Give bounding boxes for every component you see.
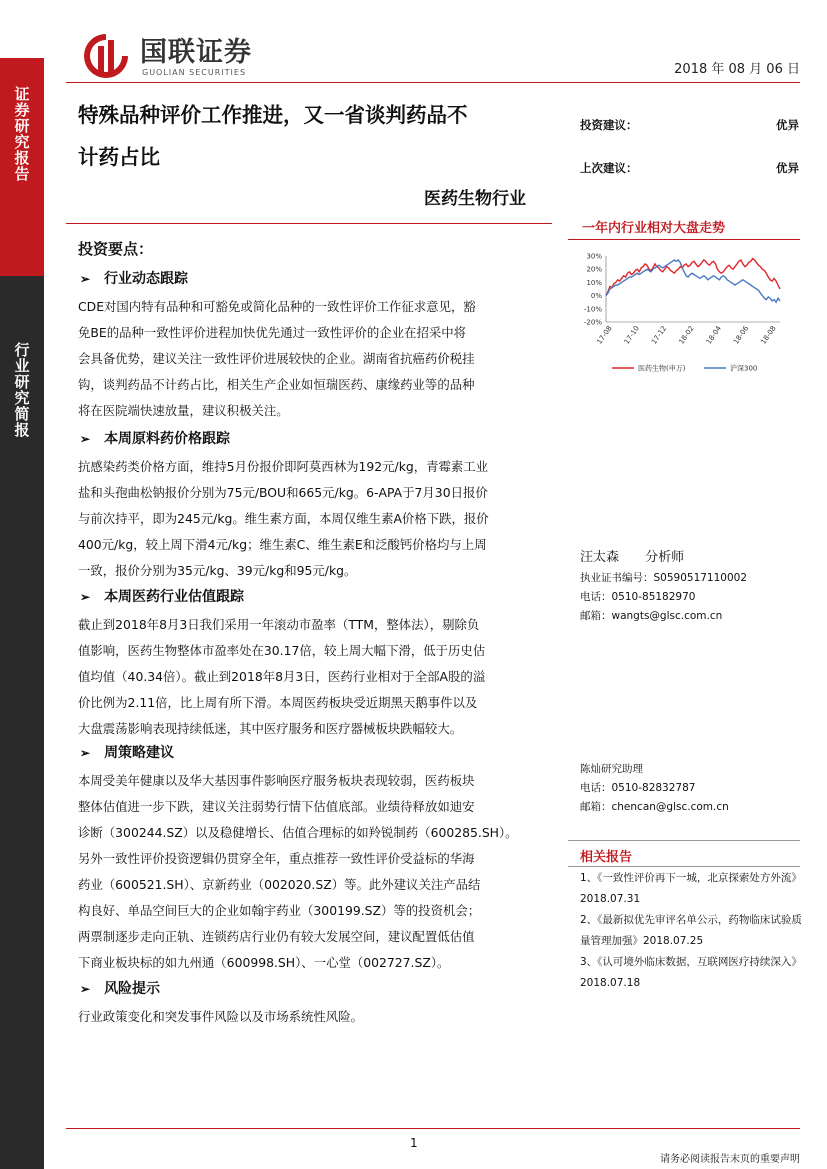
- section-heading-text: 周策略建议: [104, 745, 175, 761]
- related-item[interactable]: 1、《一致性评价再下一城，北京探索处方外流》: [580, 872, 802, 884]
- paragraph-line: 另外一致性评价投资逻辑仍贯穿全年，重点推荐一致性评价受益标的华海: [78, 851, 475, 866]
- rating-prev-label: 上次建议：: [580, 161, 638, 175]
- related-heading: 相关报告: [580, 850, 633, 865]
- related-heading-rule: [568, 866, 800, 867]
- section-heading-text: 本周原料药价格跟踪: [104, 431, 231, 447]
- paragraph-line: 抗感染药类价格方面，维持5月份报价即阿莫西林为192元/kg，青霉素工业: [78, 459, 489, 474]
- performance-chart: [572, 248, 802, 378]
- paragraph-line: 价比例为2.11倍，比上周有所下滑。本周医药板块受近期黑天鹅事件以及: [78, 695, 478, 710]
- x-tick-label: 17-10: [622, 324, 641, 346]
- paragraph-line: 一致，报价分别为35元/kg、39元/kg和95元/kg。: [78, 563, 357, 578]
- analyst-cert-label: 执业证书编号：: [580, 572, 654, 584]
- section-heading-text: 本周医药行业估值跟踪: [104, 589, 245, 605]
- paragraph-line: 会具备优势，建议关注一致性评价进展较快的企业。湖南省抗癌药价税挂: [78, 351, 475, 366]
- report-date: 2018 年 08 月 06 日: [674, 62, 800, 77]
- related-item-cont: 量管理加强》2018.07.25: [580, 935, 704, 947]
- section-heading: [80, 268, 550, 294]
- bullet-arrow-icon: ➢: [80, 982, 91, 996]
- related-item[interactable]: 2、《最新拟优先审评名单公示，药物临床试验质: [580, 914, 802, 926]
- rating-current-value: 优异: [776, 118, 799, 132]
- section-heading: [80, 586, 550, 612]
- chart-title-rule: [568, 239, 800, 240]
- x-tick-label: 17-08: [595, 324, 614, 346]
- y-tick-label: -10%: [583, 305, 602, 314]
- page-number: 1: [410, 1136, 418, 1150]
- section-s3: [78, 586, 550, 742]
- side-tab-report-type: [0, 58, 44, 276]
- rating-prev-value: 优异: [776, 161, 799, 175]
- paragraph-line: 免BE的品种一致性评价进程加快优先通过一致性评价的企业在招采中将: [78, 325, 467, 340]
- side-tab-report-category: [0, 276, 44, 1169]
- assistant-phone: 0510-82832787: [611, 782, 696, 794]
- header-rule: [66, 82, 800, 83]
- paragraph-line: 整体估值进一步下跌，建议关注弱势行情下估值底部。业绩待释放如迪安: [78, 799, 475, 814]
- paragraph-line: 大盘震荡影响表现持续低迷，其中医疗服务和医疗器械板块跌幅较大。: [78, 721, 463, 736]
- x-tick-label: 17-12: [650, 324, 669, 346]
- bullet-arrow-icon: ➢: [80, 432, 91, 446]
- y-tick-label: 30%: [586, 252, 602, 261]
- paragraph-line: 与前次持平，即为245元/kg。维生素方面，本周仅维生素A价格下跌，报价: [78, 511, 489, 526]
- assistant-email-label: 邮箱：: [580, 801, 612, 813]
- related-list: [580, 868, 805, 994]
- paragraph-line: 诊断（300244.SZ）以及稳健增长、估值合理标的如羚锐制药（600285.SH）。: [78, 825, 518, 840]
- x-tick-label: 18-02: [677, 324, 696, 346]
- analyst-name: 汪太森: [580, 550, 620, 565]
- analyst-cert: S0590517110002: [653, 572, 748, 584]
- section-heading: [80, 742, 550, 768]
- paragraph-line: 钩，谈判药品不计药占比，相关生产企业如恒瑞医药、康缘药业等的品种: [78, 377, 475, 392]
- section-heading-text: 风险提示: [104, 981, 161, 997]
- series-line: [606, 260, 780, 302]
- paragraph-line: 构良好、单品空间巨大的企业如翰宇药业（300199.SZ）等的投资机会；: [78, 903, 481, 918]
- related-item-date: 2018.07.31: [580, 893, 641, 905]
- assistant-title: 陈灿研究助理: [580, 763, 643, 775]
- analyst-role: 分析师: [645, 550, 685, 565]
- paragraph-line: 本周受美年健康以及华大基因事件影响医疗服务板块表现较弱，医药板块: [78, 773, 475, 788]
- paragraph-line: 两票制逐步走向正轨、连锁药店行业仍有较大发展空间，建议配置低估值: [78, 929, 475, 944]
- paragraph-line: 下商业板块标的如九州通（600998.SH）、一心堂（002727.SZ）。: [78, 955, 450, 970]
- legend-label: 医药生物(申万): [638, 364, 686, 373]
- section-heading-text: 行业动态跟踪: [104, 271, 189, 287]
- paragraph-line: 值均值（40.34倍）。截止到2018年8月3日，医药行业相对于全部A股的溢: [78, 669, 486, 684]
- paragraph-line: 盐和头孢曲松钠报价分别为75元/BOU和665元/kg。6-APA于7月30日报价: [78, 485, 488, 500]
- report-title-line-2: 计药占比: [78, 145, 160, 169]
- y-tick-label: 20%: [586, 265, 602, 274]
- y-tick-label: -20%: [583, 318, 602, 327]
- paragraph-line: 值影响，医药生物整体市盈率处在30.17倍，较上周大幅下滑，低于历史估: [78, 643, 486, 658]
- bullet-arrow-icon: ➢: [80, 272, 91, 286]
- related-item-date: 2018.07.18: [580, 977, 641, 989]
- assistant-info: [580, 760, 800, 817]
- related-top-rule: [568, 840, 800, 841]
- analyst-email-label: 邮箱：: [580, 610, 612, 622]
- section-s4: [78, 742, 550, 976]
- paragraph-line: 行业政策变化和突发事件风险以及市场系统性风险。: [78, 1009, 363, 1024]
- side-tab-report-category-label: 行业研究简报: [12, 342, 31, 438]
- report-title-line-1: 特殊品种评价工作推进，又一省谈判药品不: [78, 103, 468, 127]
- chart-title: 一年内行业相对大盘走势: [582, 221, 726, 236]
- paragraph-line: 药业（600521.SH）、京新药业（002020.SZ）等。此外建议关注产品结: [78, 877, 481, 892]
- title-rule: [66, 223, 552, 224]
- section-heading: [80, 978, 550, 1004]
- assistant-email[interactable]: chencan@glsc.com.cn: [611, 801, 729, 813]
- company-logo: [82, 30, 312, 82]
- section-heading: [80, 428, 550, 454]
- company-name-cn: 国联证券: [140, 37, 252, 68]
- analyst-email[interactable]: wangts@glsc.com.cn: [611, 610, 723, 622]
- x-tick-label: 18-04: [704, 324, 723, 346]
- section-s5: [78, 978, 550, 1030]
- y-tick-label: 0%: [590, 292, 602, 301]
- report-title: [78, 94, 558, 178]
- analyst-phone-label: 电话：: [580, 591, 612, 603]
- rating-current-label: 投资建议：: [580, 118, 638, 132]
- x-tick-label: 18-06: [732, 324, 751, 346]
- section-s2: [78, 428, 550, 584]
- bullet-arrow-icon: ➢: [80, 746, 91, 760]
- analyst-phone: 0510-85182970: [611, 591, 696, 603]
- x-tick-label: 18-08: [759, 324, 778, 346]
- bullet-arrow-icon: ➢: [80, 590, 91, 604]
- paragraph-line: 将在医院端快速放量，建议积极关注。: [78, 403, 289, 418]
- paragraph-line: 400元/kg，较上周下滑4元/kg；维生素C、维生素E和泛酸钙价格均与上周: [78, 537, 487, 552]
- paragraph-line: 截止到2018年8月3日我们采用一年滚动市盈率（TTM，整体法），剔除负: [78, 617, 480, 632]
- key-points-heading: 投资要点：: [78, 240, 154, 258]
- related-item[interactable]: 3、《认可境外临床数据，互联网医疗持续深入》: [580, 956, 802, 968]
- analyst-info: [580, 546, 800, 626]
- section-s1: [78, 268, 550, 424]
- y-tick-label: 10%: [586, 278, 602, 287]
- logo-mark-icon: [82, 32, 130, 82]
- paragraph-line: CDE对国内特有品种和可豁免或简化品种的一致性评价工作征求意见，豁: [78, 299, 476, 314]
- disclaimer-note: 请务必阅读报告末页的重要声明: [660, 1154, 800, 1165]
- legend-label: 沪深300: [730, 364, 758, 373]
- industry-name: 医药生物行业: [424, 189, 526, 209]
- side-tab-report-type-label: 证券研究报告: [12, 86, 31, 182]
- company-name-en: GUOLIAN SECURITIES: [142, 68, 247, 77]
- assistant-phone-label: 电话：: [580, 782, 612, 794]
- footer-rule: [66, 1128, 800, 1129]
